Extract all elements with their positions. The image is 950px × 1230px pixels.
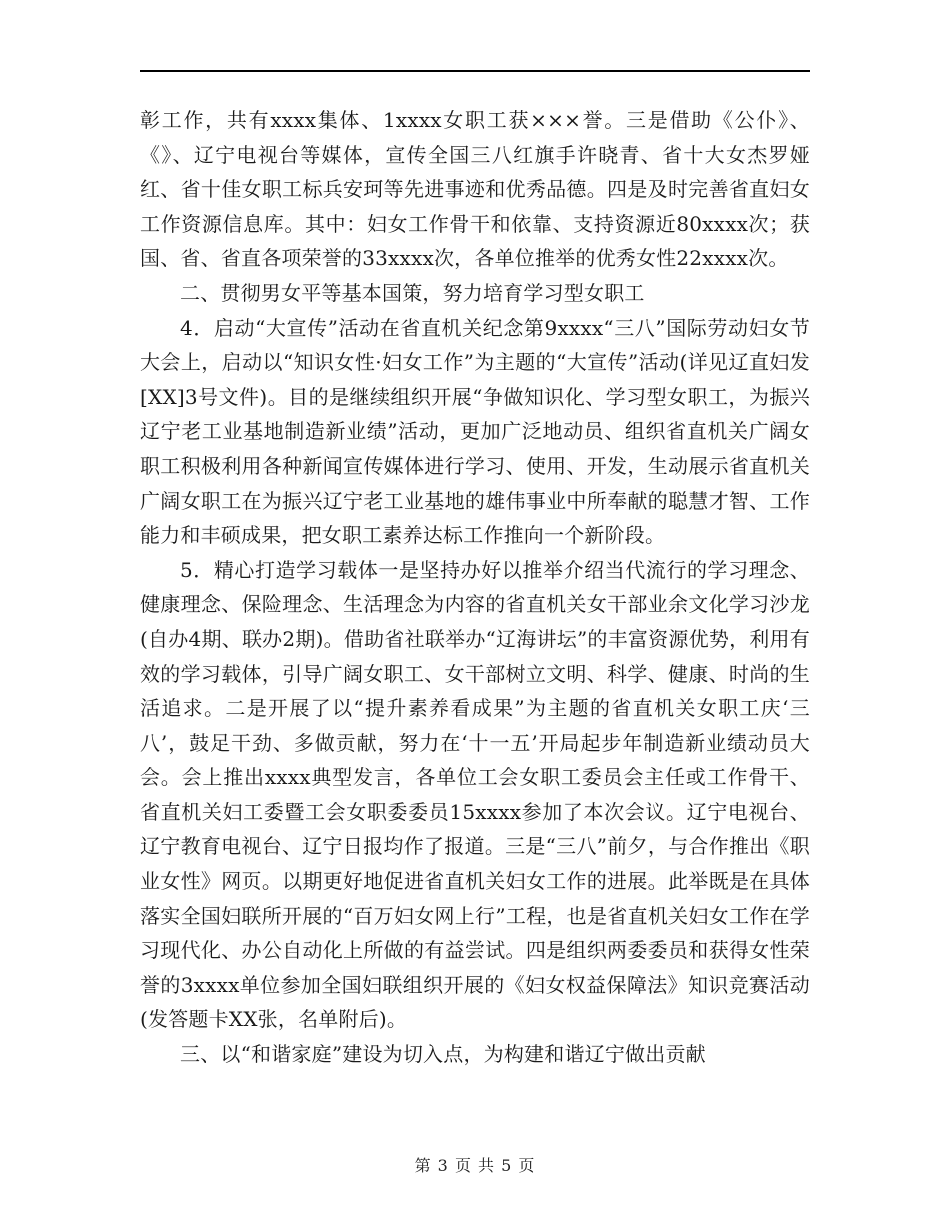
section-heading-3: 三、以“和谐家庭”建设为切入点，为构建和谐辽宁做出贡献: [180, 1042, 706, 1067]
section-heading-2: 二、贯彻男女平等基本国策，努力培育学习型女职工: [180, 280, 645, 305]
document-body: [140, 103, 810, 1072]
paragraph-continuation: 彰工作，共有xxxx集体、1xxxx女职工获×××誉。三是借助《公仆》、《》、辽宁电视台等媒体，宣传全国三八红旗手许晓青、省十大女杰罗娅红、省十佳女职工标兵安珂等先进事迹和优秀品德。四是及时完善省直妇女工作资源信息库。其中：妇女工作骨干和依靠、支持资源近80xxxx次；获国、省、省直各项荣誉的33xxxx次，各单位推举的优秀女性22xxxx次。: [140, 108, 810, 271]
header-divider: [140, 70, 810, 72]
page-footer: 第 3 页 共 5 页: [414, 1156, 536, 1175]
paragraph-item-5: 5．精心打造学习载体一是坚持办好以推举介绍当代流行的学习理念、健康理念、保险理念、生活理念为内容的省直机关女干部业余文化学习沙龙(自办4期、联办2期)。借助省社联举办“辽海讲坛”的丰富资源优势，利用有效的学习载体，引导广阔女职工、女干部树立文明、科学、健康、时尚的生活追求。二是开展了以“提升素养看成果”为主题的省直机关女职工庆‘三八’，鼓足干劲、多做贡献，努力在‘十一五’开局起步年制造新业绩动员大会。会上推出xxxx典型发言，各单位工会女职工委员会主任或工作骨干、省直机关妇工委暨工会女职委委员15xxxx参加了本次会议。辽宁电视台、辽宁教育电视台、辽宁日报均作了报道。三是“三八”前夕，与合作推出《职业女性》网页。以期更好地促进省直机关妇女工作的进展。此举既是在具体落实全国妇联所开展的“百万妇女网上行”工程，也是省直机关妇女工作在学习现代化、办公自动化上所做的有益尝试。四是组织两委委员和获得女性荣誉的3xxxx单位参加全国妇联组织开展的《妇女权益保障法》知识竞赛活动(发答题卡XX张，名单附后)。: [140, 557, 810, 1032]
paragraph-item-4: 4．启动“大宣传”活动在省直机关纪念第9xxxx“三八”国际劳动妇女节大会上，启动以“知识女性·妇女工作”为主题的“大宣传”活动(详见辽直妇发[XX]3号文件)。目的是继续组织开展“争做知识化、学习型女职工，为振兴辽宁老工业基地制造新业绩”活动，更加广泛地动员、组织省直机关广阔女职工积极利用各种新闻宣传媒体进行学习、使用、开发，生动展示省直机关广阔女职工在为振兴辽宁老工业基地的雄伟事业中所奉献的聪慧才智、工作能力和丰硕成果，把女职工素养达标工作推向一个新阶段。: [140, 315, 810, 548]
